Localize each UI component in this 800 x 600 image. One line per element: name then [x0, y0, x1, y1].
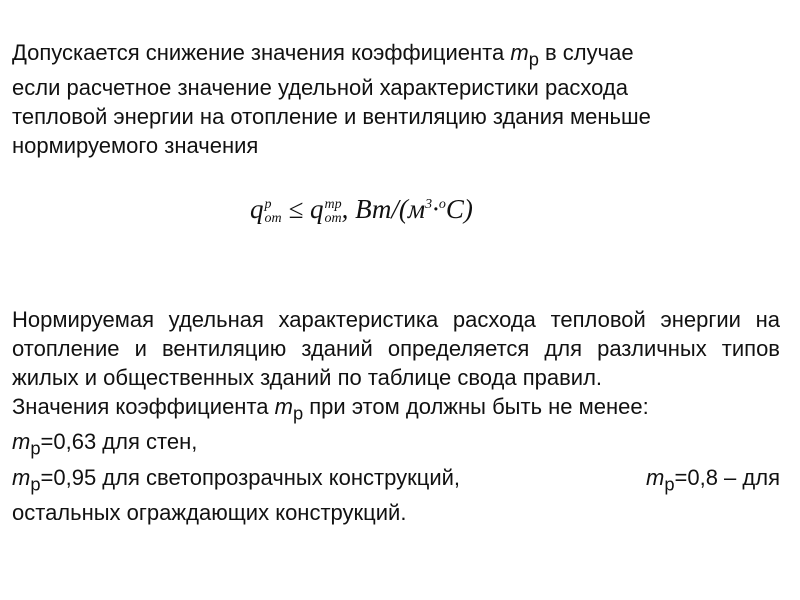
- intro-text-2: в случае: [538, 40, 634, 65]
- intro-line-4: нормируемого значения: [12, 133, 259, 159]
- formula-q2: q: [309, 194, 324, 224]
- intro-line-2: если расчетное значение удельной характеристики расхода: [12, 75, 628, 101]
- formula-q2-indices: [324, 198, 341, 226]
- formula-q1-indices: [265, 198, 282, 226]
- other-sub: р: [664, 473, 675, 495]
- formula-unit-sup: 3: [425, 197, 433, 212]
- formula-unit-prefix: , Вт/(м: [341, 194, 426, 224]
- coef-symbol: m: [510, 40, 529, 65]
- body-p2-sub: р: [292, 402, 304, 424]
- formula-q1: q: [250, 194, 264, 224]
- formula-q2-sub: от: [324, 210, 342, 226]
- formula-unit-mid: ·: [432, 194, 439, 224]
- formula-q1-sub: от: [264, 210, 282, 226]
- body-last-line: остальных ограждающих конструкций.: [12, 500, 407, 526]
- formula-q1-sup: р: [264, 196, 272, 212]
- intro-text-1: Допускается снижение значения коэффициента: [12, 40, 511, 65]
- formula: [250, 194, 473, 226]
- other-m: m: [645, 464, 665, 490]
- formula-unit-suffix: С): [445, 194, 473, 224]
- intro-line-3: тепловой энергии на отопление и вентиляцию здания меньше: [12, 104, 651, 130]
- translucent-text: =0,95 для светопрозрачных конструкций,: [40, 464, 461, 490]
- translucent-line: [12, 463, 780, 498]
- body-p2-b: при этом должны быть не менее:: [303, 394, 649, 419]
- body-p2-a: Значения коэффициента: [12, 394, 275, 419]
- walls-m: m: [12, 429, 31, 455]
- body-paragraph: [12, 305, 780, 527]
- coef-subscript: р: [528, 48, 539, 70]
- other-text: =0,8 – для: [674, 464, 780, 490]
- translucent-sub: р: [30, 473, 41, 495]
- walls-text: =0,63 для стен,: [40, 429, 198, 455]
- formula-q2-sup: тр: [324, 196, 342, 212]
- intro-paragraph: [12, 38, 780, 160]
- walls-sub: р: [30, 437, 41, 459]
- formula-unit-deg: о: [438, 197, 446, 212]
- body-p2-m: m: [274, 394, 293, 419]
- body-p1: Нормируемая удельная характеристика расхода тепловой энергии на отопление и вентиляцию зданий определяется для различных типов жилых и общественных зданий по таблице свода правил.: [12, 307, 780, 390]
- formula-op: ≤: [281, 194, 310, 224]
- translucent-m: m: [12, 464, 31, 490]
